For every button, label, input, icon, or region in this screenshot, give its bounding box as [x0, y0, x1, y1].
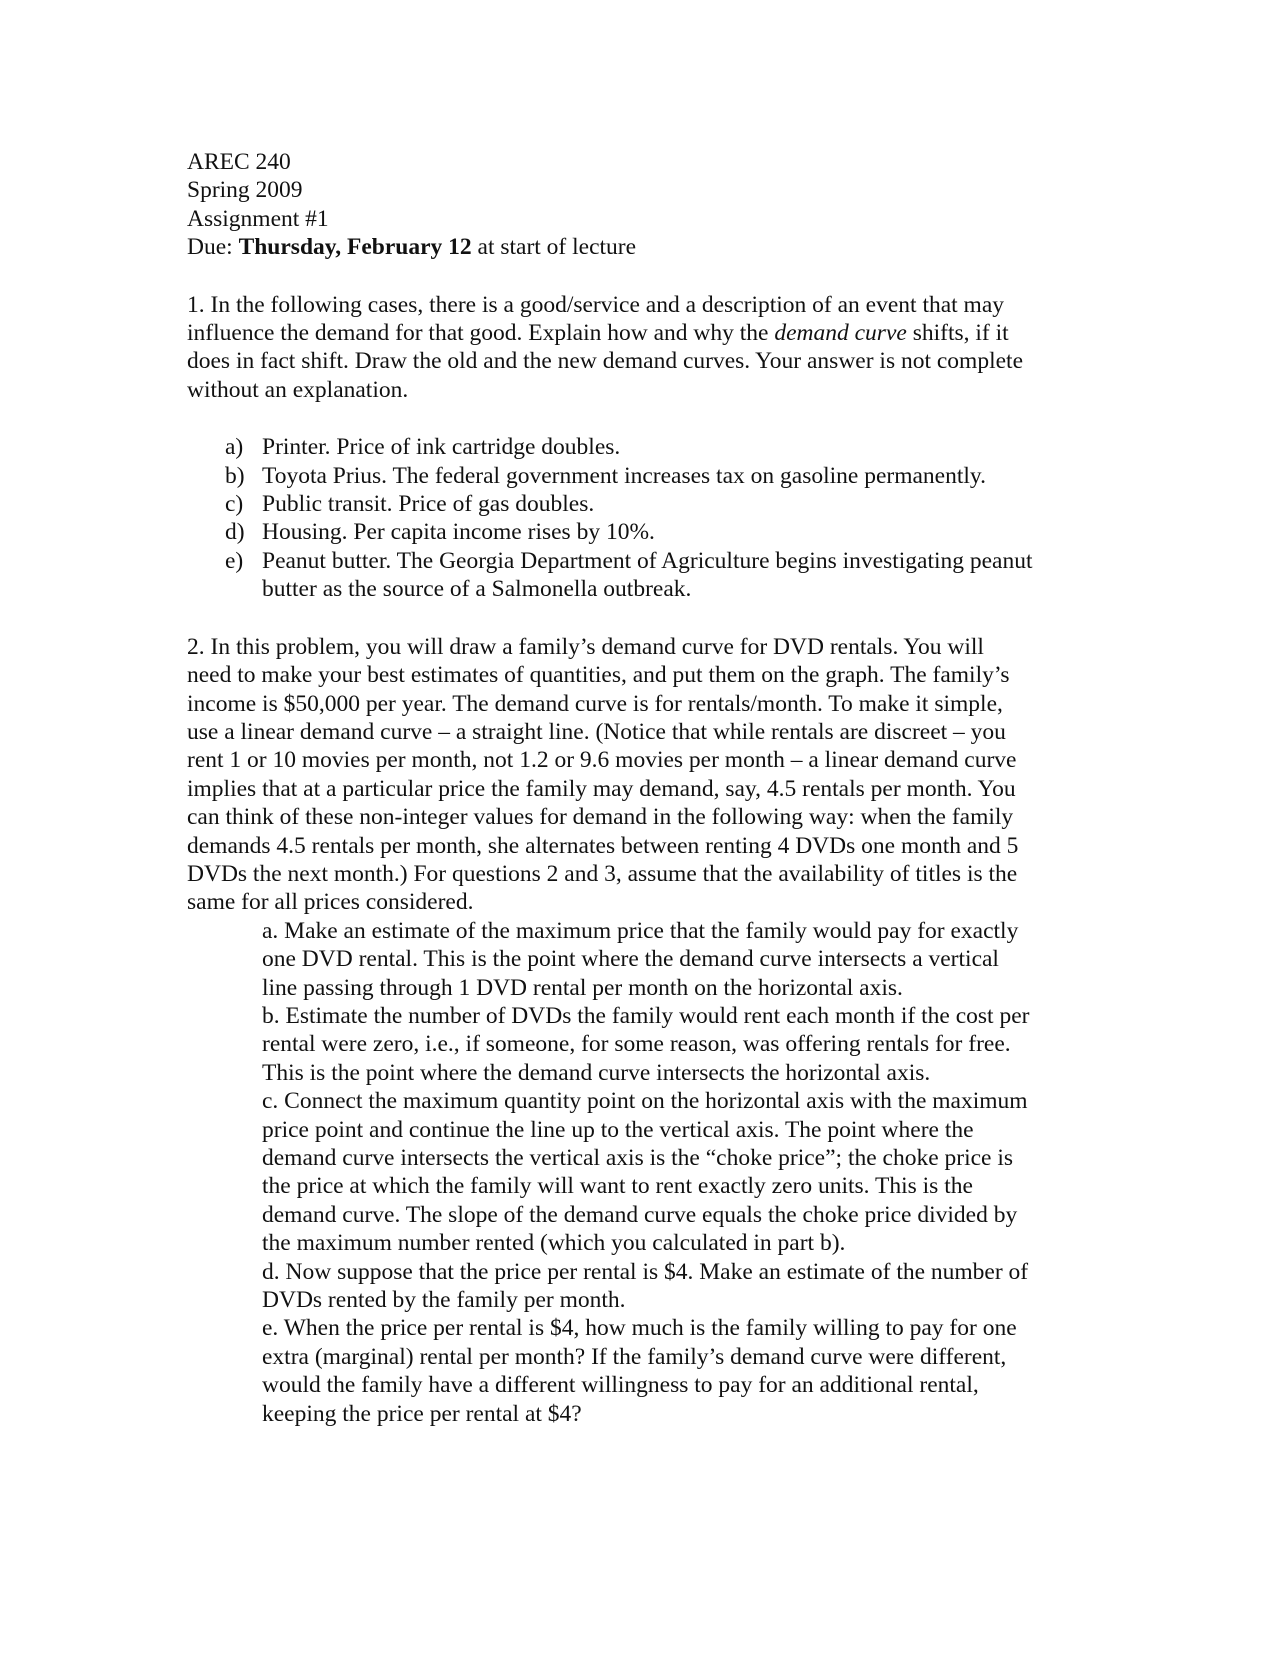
course-code: AREC 240: [187, 149, 291, 175]
q2-part-line: b. Estimate the number of DVDs the family would rent each month if the cost per: [262, 1002, 1030, 1029]
q1-case-item: [225, 547, 1087, 604]
q2-part-line: rental were zero, i.e., if someone, for some reason, was offering rentals for free.: [262, 1031, 1011, 1058]
q2-intro-line: income is $50,000 per year. The demand curve is for rentals/month. To make it simple,: [187, 690, 1003, 717]
q2-part-line: demand curve intersects the vertical axis is the “choke price”; the choke price is: [262, 1145, 1014, 1171]
q1-case-item: [225, 490, 1087, 518]
due-date: [187, 233, 1087, 261]
q1-line: does in fact shift. Draw the old and the new demand curves. Your answer is not complete: [187, 348, 1024, 375]
q2-part-line: keeping the price per rental at $4?: [262, 1400, 582, 1427]
document-header: [187, 148, 1087, 262]
q2-intro-line: DVDs the next month.) For questions 2 and 3, assume that the availability of titles is the: [187, 860, 1018, 887]
q2-intro-line: can think of these non-integer values for demand in the following way: when the family: [187, 804, 1014, 831]
q2-intro-line: use a linear demand curve – a straight line. (Notice that while rentals are discreet – you: [187, 718, 1006, 745]
case-marker: c): [225, 491, 244, 518]
case-text: Toyota Prius. The federal government increases tax on gasoline permanently.: [262, 462, 987, 489]
q1-line2-post: shifts, if it: [906, 320, 1009, 347]
q1-line: [187, 319, 1087, 347]
q1-line2-pre: influence the demand for that good. Explain how and why the: [187, 320, 775, 347]
due-suffix: at start of lecture: [471, 234, 637, 261]
term: Spring 2009: [187, 177, 303, 204]
q2-intro-line: implies that at a particular price the family may demand, say, 4.5 rentals per month. You: [187, 775, 1016, 802]
case-marker: a): [225, 434, 244, 461]
case-marker: e): [225, 547, 244, 574]
q2-part-line: the price at which the family will want to rent exactly zero units. This is the: [262, 1173, 973, 1200]
q1-case-item: [225, 462, 1087, 490]
due-prefix: Due:: [187, 234, 239, 261]
q1-line: 1. In the following cases, there is a good/service and a description of an event that may: [187, 291, 1005, 318]
q2-intro-line: rent 1 or 10 movies per month, not 1.2 or 9.6 movies per month – a linear demand curve: [187, 747, 1017, 774]
q2-part-line: would the family have a different willingness to pay for an additional rental,: [262, 1372, 979, 1399]
q2-part-line: one DVD rental. This is the point where the demand curve intersects a vertical: [262, 946, 999, 973]
q1-demand-curve-term: demand curve: [774, 320, 907, 347]
q2-intro-line: demands 4.5 rentals per month, she alternates between renting 4 DVDs one month and 5: [187, 832, 1019, 859]
question-2: [187, 633, 1087, 1428]
q2-part-line: the maximum number rented (which you calculated in part b).: [262, 1230, 846, 1257]
q2-part-line: a. Make an estimate of the maximum price that the family would pay for exactly: [262, 917, 1019, 944]
question-1: [187, 291, 1087, 405]
case-marker: d): [225, 519, 245, 546]
case-text: butter as the source of a Salmonella outbreak.: [262, 576, 692, 603]
q2-part-line: e. When the price per rental is $4, how much is the family willing to pay for one: [262, 1315, 1017, 1342]
q2-part-line: This is the point where the demand curve intersects the horizontal axis.: [262, 1059, 931, 1086]
q2-part-line: DVDs rented by the family per month.: [262, 1287, 626, 1314]
q2-intro-line: same for all prices considered.: [187, 889, 474, 916]
q1-line: without an explanation.: [187, 376, 409, 403]
q2-part-line: d. Now suppose that the price per rental is $4. Make an estimate of the number of: [262, 1258, 1029, 1285]
case-text: Public transit. Price of gas doubles.: [262, 491, 595, 518]
q2-part-line: price point and continue the line up to the vertical axis. The point where the: [262, 1116, 974, 1143]
q2-part-line: demand curve. The slope of the demand curve equals the choke price divided by: [262, 1201, 1018, 1228]
q2-part-line: extra (marginal) rental per month? If the family’s demand curve were different,: [262, 1343, 1007, 1370]
case-text: Peanut butter. The Georgia Department of Agriculture begins investigating peanut: [262, 547, 1033, 574]
q2-intro-line: 2. In this problem, you will draw a family’s demand curve for DVD rentals. You will: [187, 633, 984, 660]
q2-part-line: line passing through 1 DVD rental per month on the horizontal axis.: [262, 974, 903, 1001]
q1-case-item: [225, 518, 1087, 546]
due-date-bold: Thursday, February 12: [238, 234, 472, 261]
assignment-title: Assignment #1: [187, 205, 329, 232]
q2-parts: [187, 917, 1087, 1428]
document-page: [187, 148, 1087, 1428]
q1-case-item: [225, 433, 1087, 461]
case-text: Printer. Price of ink cartridge doubles.: [262, 434, 621, 461]
case-marker: b): [225, 462, 245, 489]
q2-part-line: c. Connect the maximum quantity point on the horizontal axis with the maximum: [262, 1088, 1028, 1115]
q2-intro-line: need to make your best estimates of quantities, and put them on the graph. The family’s: [187, 662, 1010, 689]
case-text: Housing. Per capita income rises by 10%.: [262, 519, 655, 546]
q1-case-list: [187, 433, 1087, 603]
